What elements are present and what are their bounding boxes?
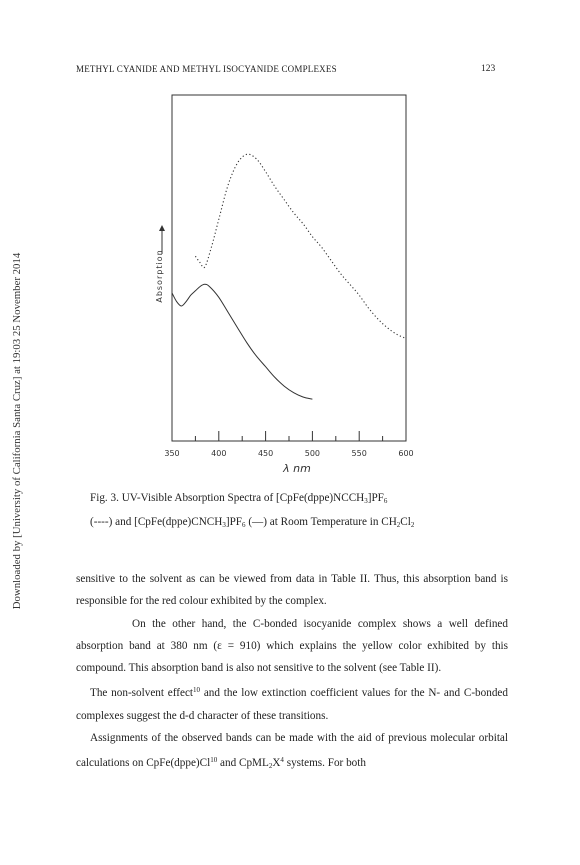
paragraph-1: sensitive to the solvent as can be viewed from data in Table II. Thus, this absorption band is responsible for the red colour exhibited by the complex. (76, 573, 508, 608)
absorption-spectra-chart (140, 90, 440, 480)
page-number: 123 (481, 64, 496, 74)
figure-caption-line1: Fig. 3. UV-Visible Absorption Spectra of $[CpFe(dppe)NCCH_3]PF_6$ (90, 492, 388, 505)
figure-caption-line2: (----) and $[CpFe(dppe)CNCH_3]PF_6$ (—) at Room Temperature in $CH_2Cl_2$ (90, 516, 415, 529)
isocyanide-complex-solid-curve (172, 284, 312, 399)
x-tick-label: 600 (398, 449, 414, 458)
y-axis-label: Absorption (155, 249, 164, 303)
x-tick-label: 550 (351, 449, 367, 458)
x-axis-label: λ nm (283, 462, 311, 475)
body-text (76, 568, 508, 778)
plot-frame (172, 95, 406, 441)
x-tick-label: 450 (257, 449, 274, 458)
paragraph-4: Assignments of the observed bands can be made with the aid of previous molecular orbital calculations on CpFe(dppe)Cl$^{10}$ and $CpML_2X^4$ systems. For both (76, 732, 508, 771)
paragraph-3: The non-solvent effect$^{10}$ and the low extinction coefficient values for the N- and C-bonded complexes suggest the d-d character of these transitions. (76, 686, 508, 722)
running-head: METHYL CYANIDE AND METHYL ISOCYANIDE COMPLEXES (76, 64, 337, 74)
paragraph-2: On the other hand, the C-bonded isocyanide complex shows a well defined absorption band at 380 nm (ε = 910) which explains the yellow color exhibited by this compound. This absorption band is also not sensitive to the solvent (see Table II). (76, 617, 508, 675)
download-watermark: Downloaded by [University of California Santa Cruz] at 19:03 25 November 2014 (11, 252, 23, 610)
x-tick-label: 400 (211, 449, 227, 458)
x-tick-label: 500 (304, 449, 321, 458)
x-tick-label: 350 (164, 449, 180, 458)
